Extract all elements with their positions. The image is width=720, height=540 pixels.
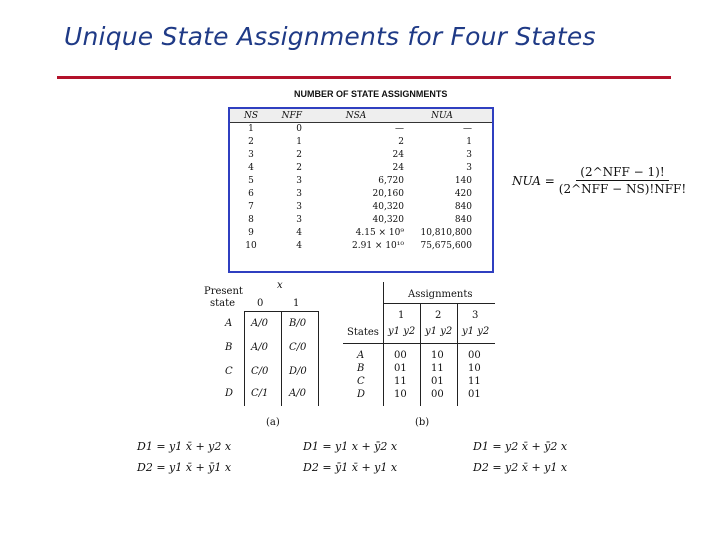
- assignment-col-number: 1: [398, 310, 405, 321]
- formula-denominator: (2^NFF − NS)!NFF!: [558, 182, 687, 196]
- table1-cell: 40,320: [372, 202, 404, 212]
- table1-cell: 7: [248, 202, 254, 212]
- table1-grid: [230, 109, 492, 253]
- formula-fraction: [559, 165, 686, 196]
- table1-header-3: NUA: [412, 109, 492, 123]
- table1-cell: 3: [296, 202, 302, 212]
- table-row: [230, 136, 492, 149]
- next-state-output-cell: C/0: [251, 366, 269, 377]
- table-a-left-rule: [244, 311, 245, 406]
- assignment-code-cell: 11: [468, 376, 481, 387]
- table-row: [230, 162, 492, 175]
- table-b-header-rule: [343, 343, 495, 344]
- next-state-output-cell: C/0: [289, 342, 307, 353]
- table1-cell: 4: [296, 228, 302, 238]
- next-state-output-cell: A/0: [251, 318, 268, 329]
- table1-cell: 24: [392, 150, 404, 160]
- present-label: Present: [204, 286, 243, 297]
- equation-d1: D1 = y1 x̄ + y2 x: [137, 440, 232, 453]
- table-row: [230, 188, 492, 201]
- table1-header-1: NFF: [272, 109, 308, 123]
- assignment-col-vars: y1 y2: [388, 326, 416, 337]
- table1-header-2: NSA: [308, 109, 412, 123]
- assignment-col-number: 3: [472, 310, 479, 321]
- assignment-code-cell: 00: [431, 389, 444, 400]
- table1-cell: 9: [248, 228, 254, 238]
- caption-a: (a): [266, 417, 280, 428]
- table1-cell: 2: [398, 137, 404, 147]
- equation-d2: D2 = y1 x̄ + ȳ1 x: [137, 461, 232, 474]
- table1-cell: 3: [296, 215, 302, 225]
- next-state-output-cell: D/0: [289, 366, 307, 377]
- table-row: [230, 240, 492, 253]
- states-label: States: [347, 327, 379, 338]
- table1-cell: 3: [248, 150, 254, 160]
- table1-cell: 75,675,600: [420, 241, 472, 251]
- table1-cell: 4: [248, 163, 254, 173]
- input-x-label: x: [277, 280, 283, 291]
- next-state-output-cell: B/0: [289, 318, 307, 329]
- table1-cell: 1: [296, 137, 302, 147]
- table-a-mid-rule: [281, 311, 282, 406]
- table1-heading: NUMBER OF STATE ASSIGNMENTS: [294, 89, 448, 99]
- assignment-code-cell: 00: [394, 350, 407, 361]
- table-row: [230, 214, 492, 227]
- assignment-col-vars: y1 y2: [462, 326, 490, 337]
- assignment-col-vars: y1 y2: [425, 326, 453, 337]
- table1-cell: 6: [248, 189, 254, 199]
- table1-cell: 40,320: [372, 215, 404, 225]
- equation-d2: D2 = ȳ1 x̄ + y1 x: [303, 461, 398, 474]
- table1-cell: 2: [248, 137, 254, 147]
- assignment-code-cell: 11: [431, 363, 444, 374]
- table1-cell: 2.91 × 10¹⁰: [352, 241, 404, 251]
- table1-cell: 2: [296, 150, 302, 160]
- table1-cell: 140: [454, 176, 472, 186]
- next-state-output-cell: A/0: [251, 342, 268, 353]
- table1-cell: 6,720: [378, 176, 404, 186]
- table1-cell: 840: [454, 215, 472, 225]
- table-row: [230, 123, 492, 137]
- assignment-code-cell: 00: [468, 350, 481, 361]
- table1-cell: 4: [296, 241, 302, 251]
- table-row: [230, 201, 492, 214]
- table1-cell: 420: [454, 189, 472, 199]
- table1-cell: 0: [296, 124, 302, 134]
- table-row: [230, 149, 492, 162]
- table-row: [230, 227, 492, 240]
- table1-cell: 840: [454, 202, 472, 212]
- table1-cell: 20,160: [372, 189, 404, 199]
- assignment-code-cell: 11: [394, 376, 407, 387]
- equation-d1: D1 = y1 x + ȳ2 x: [303, 440, 398, 453]
- assignment-col-number: 2: [435, 310, 442, 321]
- table-b-left-rule: [383, 282, 384, 406]
- table1-cell: —: [395, 124, 404, 134]
- table1-cell: 1: [466, 137, 472, 147]
- table-b-top-rule: [383, 303, 495, 304]
- table1-cell: 8: [248, 215, 254, 225]
- table1-cell: 2: [296, 163, 302, 173]
- caption-b: (b): [415, 417, 430, 428]
- assignment-state-cell: B: [357, 363, 365, 374]
- table1-cell: 10,810,800: [420, 228, 472, 238]
- table-b-col-rule-1: [420, 303, 421, 406]
- next-state-output-cell: C/1: [251, 388, 269, 399]
- col-1-label: 1: [293, 298, 300, 309]
- table1-cell: 3: [466, 163, 472, 173]
- state-label: state: [210, 298, 236, 309]
- equation-d1: D1 = y2 x̄ + ȳ2 x: [473, 440, 568, 453]
- table1-cell: 24: [392, 163, 404, 173]
- table1-cell: 3: [296, 176, 302, 186]
- nua-formula: [512, 165, 686, 196]
- assignment-code-cell: 10: [468, 363, 481, 374]
- state-name-cell: A: [225, 318, 233, 329]
- state-assignment-count-table: [228, 107, 494, 273]
- assignment-code-cell: 01: [431, 376, 444, 387]
- table-b-col-rule-2: [457, 303, 458, 406]
- state-name-cell: C: [225, 366, 233, 377]
- state-name-cell: D: [225, 388, 234, 399]
- formula-lhs: NUA =: [512, 173, 555, 188]
- table-a-right-rule: [318, 311, 319, 406]
- table1-cell: 4.15 × 10⁹: [355, 228, 404, 238]
- assignment-code-cell: 10: [394, 389, 407, 400]
- equation-d2: D2 = y2 x̄ + y1 x: [473, 461, 568, 474]
- state-name-cell: B: [225, 342, 233, 353]
- table1-cell: 1: [248, 124, 254, 134]
- assignment-code-cell: 10: [431, 350, 444, 361]
- assignment-code-cell: 01: [394, 363, 407, 374]
- table1-header-0: NS: [230, 109, 272, 123]
- assignments-label: Assignments: [408, 289, 473, 300]
- assignment-state-cell: C: [357, 376, 365, 387]
- table1-cell: —: [463, 124, 472, 134]
- table1-cell: 3: [466, 150, 472, 160]
- formula-numerator: (2^NFF − 1)!: [576, 165, 668, 181]
- page-title: Unique State Assignments for Four States: [64, 22, 596, 51]
- table1-cell: 3: [296, 189, 302, 199]
- table1-cell: 10: [245, 241, 257, 251]
- assignment-state-cell: A: [357, 350, 365, 361]
- title-underline: [57, 76, 671, 79]
- next-state-output-cell: A/0: [289, 388, 306, 399]
- table-row: [230, 175, 492, 188]
- assignment-code-cell: 01: [468, 389, 481, 400]
- col-0-label: 0: [257, 298, 264, 309]
- assignment-state-cell: D: [357, 389, 366, 400]
- table1-cell: 5: [248, 176, 254, 186]
